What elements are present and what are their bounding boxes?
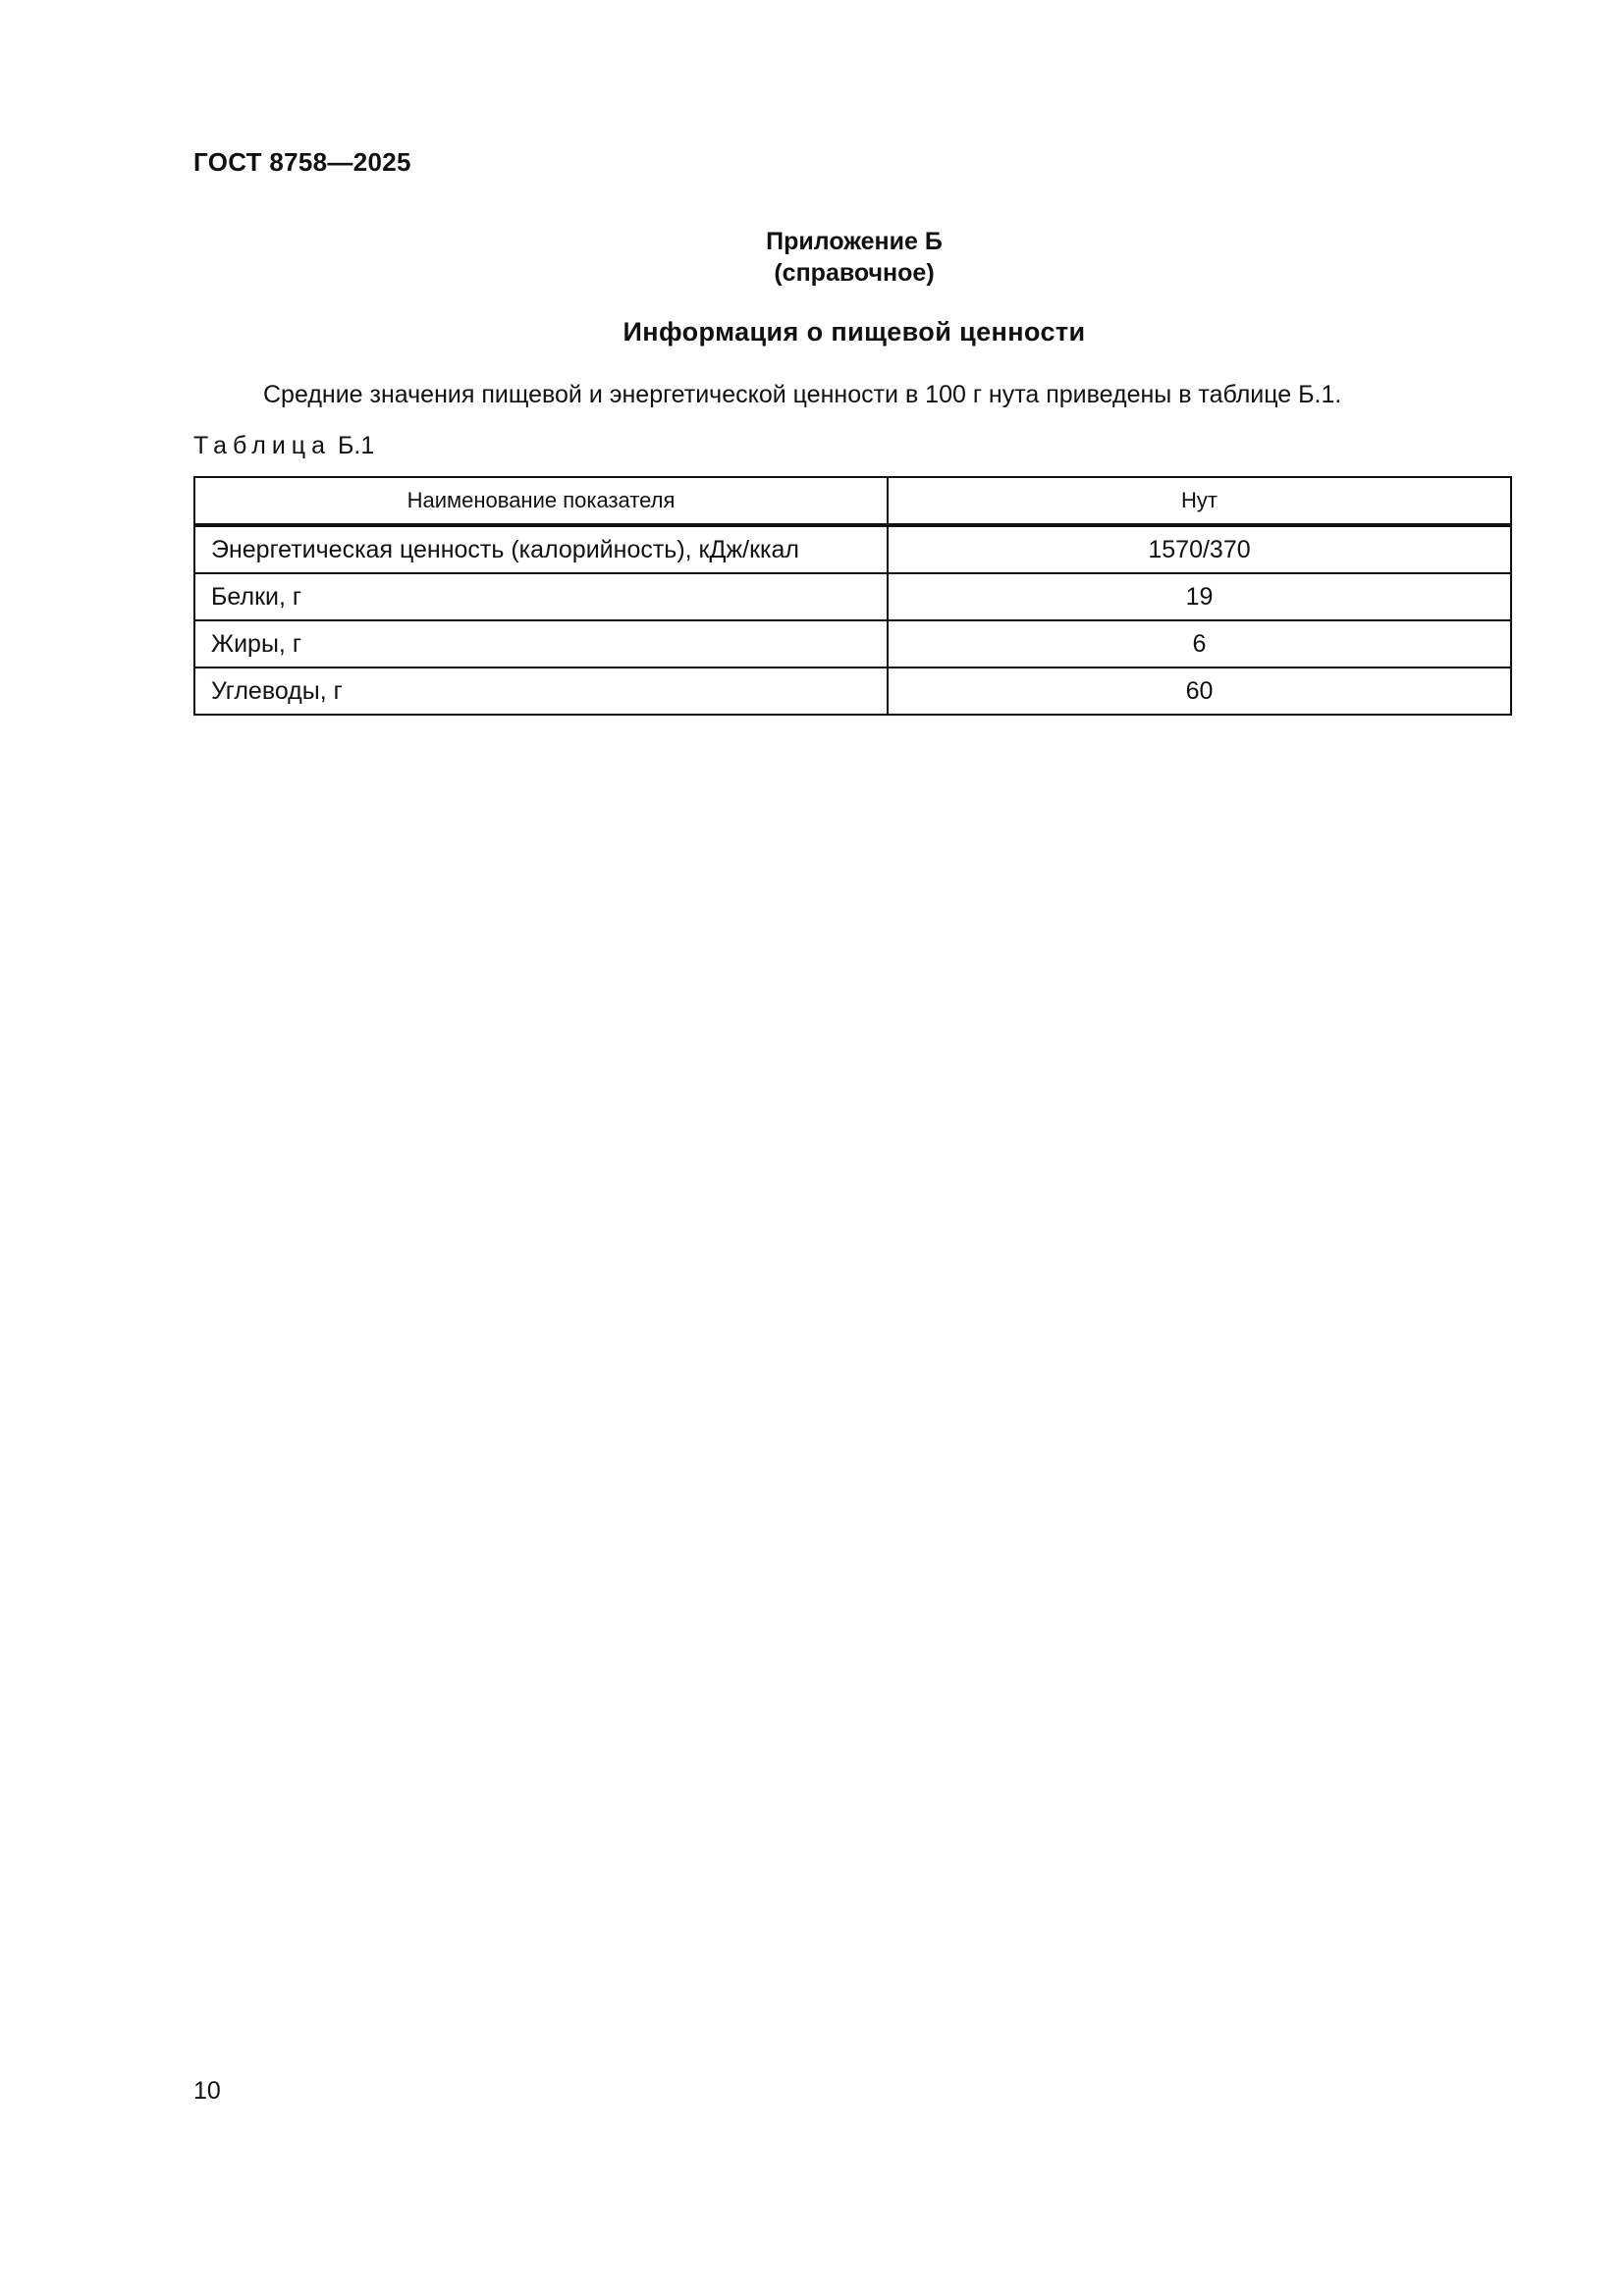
page-number: 10 xyxy=(193,2077,221,2105)
table-caption xyxy=(193,432,374,460)
appendix-title: Приложение Б xyxy=(766,228,943,255)
row-label: Белки, г xyxy=(194,573,888,620)
table-row xyxy=(194,620,1511,667)
row-value: 1570/370 xyxy=(888,525,1511,573)
section-title: Информация о пищевой ценности xyxy=(623,317,1086,347)
appendix-subtitle: (справочное) xyxy=(774,259,935,287)
table-caption-number: Б.1 xyxy=(337,432,375,459)
document-code: ГОСТ 8758—2025 xyxy=(193,147,411,177)
table-header-row xyxy=(194,477,1511,525)
table-caption-label: Таблица xyxy=(193,432,332,459)
nutrition-table xyxy=(193,476,1512,716)
table-row xyxy=(194,573,1511,620)
table-row xyxy=(194,525,1511,573)
intro-paragraph: Средние значения пищевой и энергетической ценности в 100 г нута приведены в таблице Б.1. xyxy=(263,381,1342,408)
row-value: 19 xyxy=(888,573,1511,620)
table-row xyxy=(194,667,1511,715)
row-value: 6 xyxy=(888,620,1511,667)
column-header-chickpea: Нут xyxy=(888,477,1511,525)
row-label: Углеводы, г xyxy=(194,667,888,715)
appendix-heading xyxy=(0,226,1624,289)
row-label: Жиры, г xyxy=(194,620,888,667)
column-header-indicator: Наименование показателя xyxy=(194,477,888,525)
row-value: 60 xyxy=(888,667,1511,715)
row-label: Энергетическая ценность (калорийность), кДж/ккал xyxy=(194,525,888,573)
